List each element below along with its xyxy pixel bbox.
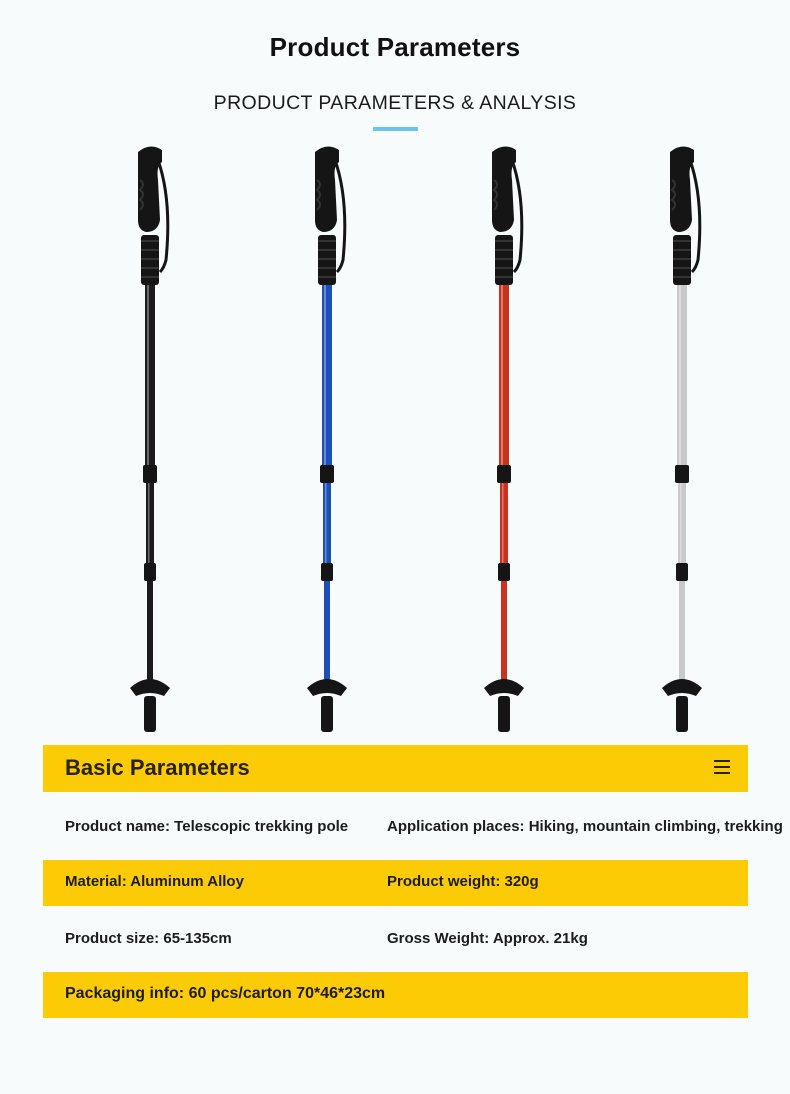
packaging-info-value: Packaging info: 60 pcs/carton 70*46*23cm: [65, 985, 386, 1002]
gross-weight-value: Gross Weight: Approx. 21kg: [387, 930, 588, 947]
basic-parameters-heading: Basic Parameters: [65, 755, 250, 780]
menu-icon[interactable]: [714, 760, 730, 776]
product-image-gallery: [0, 140, 790, 740]
application-places-value: Application places: Hiking, mountain climbing, trekking: [387, 818, 783, 835]
parameter-row: [43, 805, 783, 851]
product-name-value: Product name: Telescopic trekking pole: [65, 818, 349, 835]
product-size-value: Product size: 65-135cm: [65, 930, 232, 947]
product-weight-value: Product weight: 320g: [387, 873, 539, 890]
parameter-row: [43, 860, 748, 906]
trekking-pole-blue: [287, 140, 367, 740]
trekking-pole-silver: [642, 140, 722, 740]
page-title: Product Parameters: [269, 32, 521, 62]
parameter-row: [43, 917, 748, 963]
material-value: Material: Aluminum Alloy: [65, 873, 244, 890]
basic-parameters-header: [43, 745, 748, 792]
accent-bar: [373, 127, 418, 131]
page-subtitle: PRODUCT PARAMETERS & ANALYSIS: [213, 92, 577, 114]
parameter-row: [43, 972, 748, 1018]
trekking-pole-black: [110, 140, 190, 740]
trekking-pole-red: [464, 140, 544, 740]
